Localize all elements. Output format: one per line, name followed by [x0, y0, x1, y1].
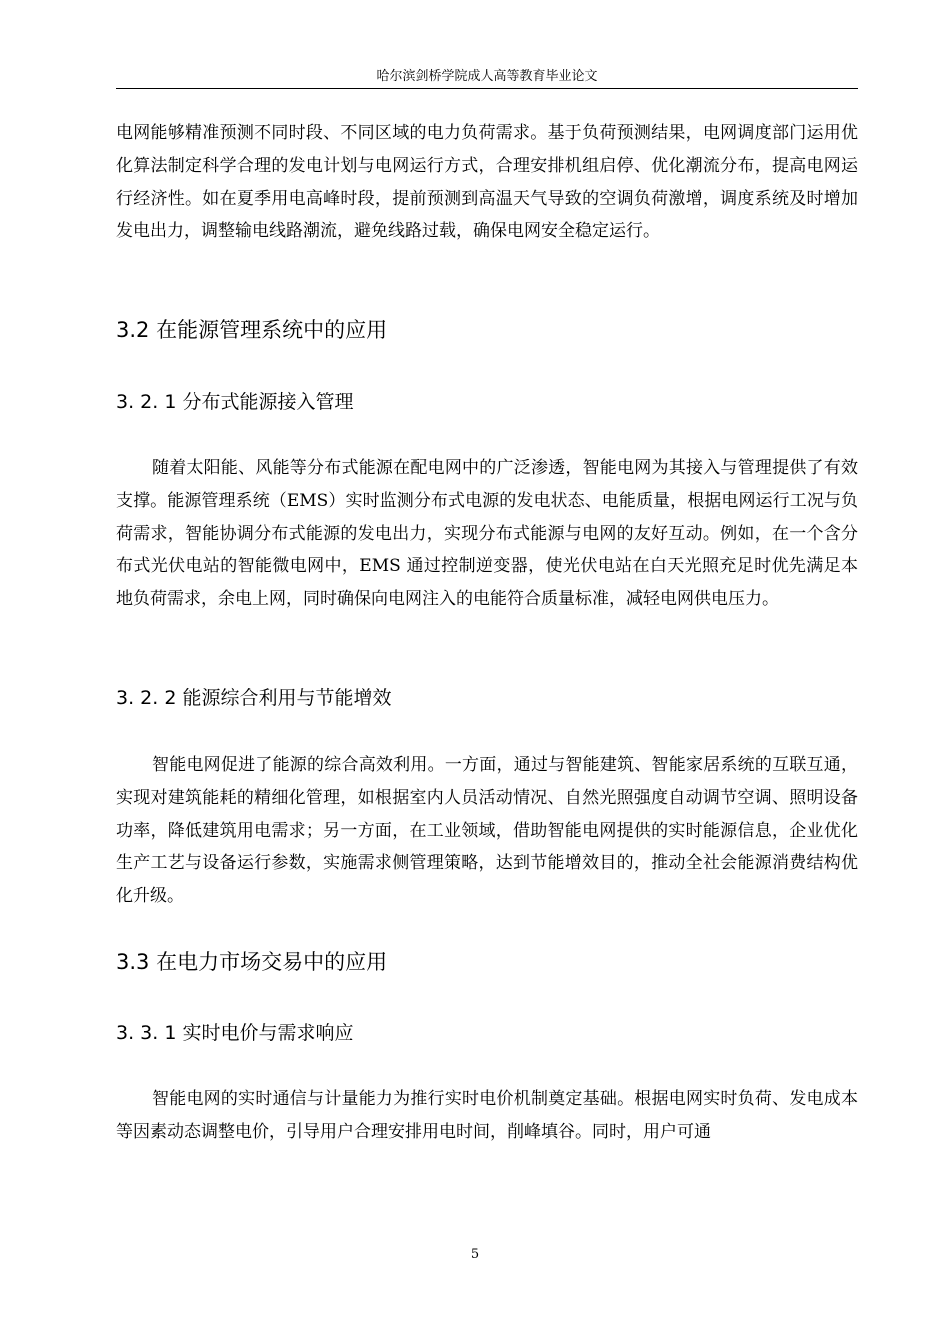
section-3-3-1-heading: 3. 3. 1 实时电价与需求响应: [116, 1022, 354, 1044]
section-3-2-heading: 3.2 在能源管理系统中的应用: [116, 318, 388, 342]
section-3-2-1-paragraph: 随着太阳能、风能等分布式能源在配电网中的广泛渗透，智能电网为其接入与管理提供了有效支撑。能源管理系统（EMS）实时监测分布式电源的发电状态、电能质量，根据电网运行工况与负荷需求，智能协调分布式能源的发电出力，实现分布式能源与电网的友好互动。例如，在一个含分布式光伏电站的智能微电网中，EMS 通过控制逆变器，使光伏电站在白天光照充足时优先满足本地负荷需求，余电上网，同时确保向电网注入的电能符合质量标准，减轻电网供电压力。: [116, 458, 858, 610]
section-3-2-2-paragraph: 智能电网促进了能源的综合高效利用。一方面，通过与智能建筑、智能家居系统的互联互通，实现对建筑能耗的精细化管理，如根据室内人员活动情况、自然光照强度自动调节空调、照明设备功率，降低建筑用电需求；另一方面，在工业领域，借助智能电网提供的实时能源信息，企业优化生产工艺与设备运行参数，实施需求侧管理策略，达到节能增效目的，推动全社会能源消费结构优化升级。: [116, 755, 858, 907]
running-header: 哈尔滨剑桥学院成人高等教育毕业论文: [116, 66, 858, 89]
section-3-2-1-heading: 3. 2. 1 分布式能源接入管理: [116, 391, 354, 413]
intro-paragraph: 电网能够精准预测不同时段、不同区域的电力负荷需求。基于负荷预测结果，电网调度部门运用优化算法制定科学合理的发电计划与电网运行方式，合理安排机组启停、优化潮流分布，提高电网运行经济性。如在夏季用电高峰时段，提前预测到高温天气导致的空调负荷激增，调度系统及时增加发电出力，调整输电线路潮流，避免线路过载，确保电网安全稳定运行。: [116, 123, 858, 242]
section-3-3-1-paragraph: 智能电网的实时通信与计量能力为推行实时电价机制奠定基础。根据电网实时负荷、发电成本等因素动态调整电价，引导用户合理安排用电时间，削峰填谷。同时，用户可通: [116, 1089, 858, 1142]
page-number: 5: [470, 1247, 480, 1262]
section-3-3-heading: 3.3 在电力市场交易中的应用: [116, 950, 388, 974]
section-3-2-2-heading: 3. 2. 2 能源综合利用与节能增效: [116, 687, 392, 709]
